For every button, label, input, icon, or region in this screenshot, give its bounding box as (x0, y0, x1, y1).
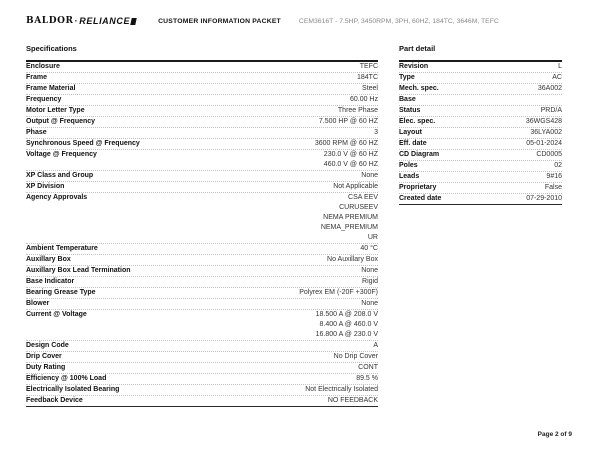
spec-row-value: No Drip Cover (333, 353, 378, 360)
part-row-label: Revision (399, 63, 429, 70)
spec-row (26, 266, 378, 277)
spec-row-values (47, 128, 378, 138)
baldor-reliance-logo (26, 16, 136, 26)
page-header (26, 16, 574, 26)
part-row-values (418, 161, 562, 171)
part-row-label: Status (399, 107, 421, 114)
spec-row-values (65, 363, 378, 373)
spec-row (26, 84, 378, 95)
part-row-values (427, 139, 562, 149)
spec-row (26, 374, 378, 385)
spec-row-label: Auxillary Box (26, 256, 71, 263)
spec-row-value: 18.500 A @ 208.0 V (315, 311, 378, 318)
spec-row (26, 117, 378, 128)
spec-row-value: A (373, 342, 378, 349)
spec-row-label: Design Code (26, 342, 69, 349)
spec-row-values (85, 106, 378, 116)
spec-row (26, 62, 378, 73)
part-row-values (439, 150, 562, 160)
spec-row (26, 150, 378, 171)
spec-row-label: Voltage @ Frequency (26, 151, 97, 158)
spec-row-label: Agency Approvals (26, 194, 88, 201)
spec-row (26, 106, 378, 117)
spec-row (26, 139, 378, 150)
spec-row-value: 184TC (356, 74, 378, 81)
part-row-value: 07-29-2010 (526, 195, 562, 202)
spec-row-value: CURUSEEV (339, 204, 378, 211)
part-row-value: 05-01-2024 (526, 140, 562, 147)
part-row-values (422, 128, 562, 138)
spec-row-values (97, 150, 378, 170)
spec-row (26, 128, 378, 139)
spec-row-value: 230.0 V @ 60 HZ (323, 151, 378, 158)
spec-row-values (69, 341, 378, 351)
spec-row-value: 3600 RPM @ 60 HZ (314, 140, 378, 147)
part-row-values (420, 106, 562, 116)
spec-row-label: Ambient Temperature (26, 245, 98, 252)
spec-row-value: NEMA PREMIUM (323, 214, 378, 221)
spec-row-value: CONT (358, 364, 378, 371)
specifications-section (26, 44, 378, 407)
part-row-value: False (544, 184, 562, 191)
spec-row (26, 299, 378, 310)
spec-row-values (95, 117, 378, 127)
spec-row (26, 244, 378, 255)
part-row-label: CD Diagram (399, 151, 440, 158)
spec-row-values (49, 299, 378, 309)
part-row-label: Proprietary (399, 184, 437, 191)
spec-row-value: Steel (362, 85, 378, 92)
spec-row-value: 40 °C (360, 245, 378, 252)
part-row (399, 161, 562, 172)
spec-row (26, 255, 378, 266)
part-row (399, 73, 562, 84)
spec-row-label: Efficiency @ 100% Load (26, 375, 107, 382)
spec-row-label: Duty Rating (26, 364, 66, 371)
spec-row-value: Not Applicable (333, 183, 378, 190)
product-description: CEM3616T - 7.5HP, 3450RPM, 3PH, 60HZ, 184TC, 3646M, TEFC (298, 17, 499, 25)
spec-row (26, 396, 378, 406)
brand-flag-icon (130, 18, 136, 25)
part-row-value: 02 (554, 162, 562, 169)
part-row-value: 9#16 (546, 173, 562, 180)
spec-row-label: XP Division (26, 183, 65, 190)
part-row-value (416, 95, 562, 105)
spec-row (26, 277, 378, 288)
part-row-value: 36WGS428 (525, 118, 562, 125)
spec-row-values (83, 396, 378, 406)
part-row-values (436, 183, 562, 193)
part-row (399, 117, 562, 128)
part-row-value: CD0005 (536, 151, 562, 158)
part-row (399, 128, 562, 139)
spec-row-label: XP Class and Group (26, 172, 94, 179)
part-row-value: AC (552, 74, 562, 81)
spec-row-label: Base Indicator (26, 278, 75, 285)
spec-row-value: 3 (374, 129, 378, 136)
part-row-label: Poles (399, 162, 418, 169)
part-row-label: Type (399, 74, 415, 81)
part-row (399, 62, 562, 73)
spec-row-label: Phase (26, 129, 47, 136)
spec-row-value: 8.400 A @ 460.0 V (319, 321, 378, 328)
spec-row-value: No Auxillary Box (327, 256, 378, 263)
page-indicator: Page 2 of 9 (537, 431, 572, 438)
part-row (399, 183, 562, 194)
spec-row-values (87, 310, 378, 340)
specifications-table (26, 60, 378, 407)
spec-row (26, 171, 378, 182)
spec-row-label: Auxillary Box Lead Termination (26, 267, 131, 274)
spec-row (26, 73, 378, 84)
spec-row-label: Output @ Frequency (26, 118, 96, 125)
spec-row (26, 352, 378, 363)
spec-row (26, 95, 378, 106)
part-row (399, 172, 562, 183)
spec-row-label: Frame Material (26, 85, 76, 92)
spec-row-value: Polyrex EM (-20F +300F) (299, 289, 378, 296)
spec-row-values (140, 139, 378, 149)
spec-row-value: Not Electrically Isolated (305, 386, 378, 393)
spec-row-value: NEMA_PREMIUM (320, 224, 378, 231)
spec-row-values (98, 244, 378, 254)
part-row (399, 194, 562, 204)
spec-row-values (96, 288, 378, 298)
spec-row-label: Enclosure (26, 63, 60, 70)
document-type-title: CUSTOMER INFORMATION PACKET (158, 17, 281, 25)
spec-row-values (47, 73, 378, 83)
part-row-value: PRD/A (540, 107, 562, 114)
part-row (399, 150, 562, 161)
brand-separator: · (74, 16, 79, 26)
part-row (399, 95, 562, 106)
specifications-title: Specifications (26, 44, 77, 53)
spec-row (26, 182, 378, 193)
part-row-values (419, 172, 562, 182)
spec-row-label: Bearing Grease Type (26, 289, 96, 296)
part-row-value: 36A002 (537, 85, 562, 92)
spec-row-value: UR (367, 234, 378, 241)
part-row (399, 139, 562, 150)
spec-row-value: Three Phase (337, 107, 378, 114)
brand-reliance: RELIANCE (79, 16, 131, 26)
spec-row-label: Feedback Device (26, 397, 83, 404)
spec-row-value: CSA EEV (348, 194, 378, 201)
part-row (399, 84, 562, 95)
part-row-value: 36LYA002 (530, 129, 562, 136)
part-row-values (441, 194, 562, 204)
spec-row-values (64, 182, 378, 192)
spec-row (26, 385, 378, 396)
spec-row-values (74, 277, 378, 287)
spec-row-values (62, 352, 378, 362)
part-row-label: Mech. spec. (399, 85, 439, 92)
part-row-label: Elec. spec. (399, 118, 436, 125)
spec-row-value: 60.00 Hz (349, 96, 378, 103)
part-detail-section (399, 44, 562, 205)
part-row-label: Leads (399, 173, 420, 180)
spec-row-label: Electrically Isolated Bearing (26, 386, 120, 393)
spec-row-value: TEFC (359, 63, 378, 70)
spec-row (26, 310, 378, 341)
part-detail-title: Part detail (399, 44, 436, 53)
part-row-values (439, 84, 562, 94)
spec-row (26, 341, 378, 352)
spec-row-value: 16.800 A @ 230.0 V (315, 331, 378, 338)
spec-row-value: Rigid (362, 278, 378, 285)
spec-row-values (87, 193, 378, 243)
spec-row-label: Motor Letter Type (26, 107, 85, 114)
spec-row-value: None (361, 267, 378, 274)
spec-row-value: 460.0 V @ 60 HZ (323, 161, 378, 168)
spec-row-value: 89.5 % (356, 375, 378, 382)
spec-row-value: NO FEEDBACK (327, 397, 378, 404)
spec-row-values (106, 374, 378, 384)
spec-row (26, 288, 378, 299)
spec-row-values (131, 266, 378, 276)
part-row-label: Created date (399, 195, 442, 202)
part-row (399, 106, 562, 117)
spec-row-values (61, 95, 378, 105)
spec-row-values (75, 84, 378, 94)
part-row-values (435, 117, 562, 127)
part-row-value: L (558, 63, 562, 70)
part-row-values (428, 62, 562, 72)
part-row-label: Base (399, 96, 416, 103)
spec-row-values (119, 385, 378, 395)
part-detail-table (399, 60, 562, 205)
spec-row (26, 363, 378, 374)
spec-row-label: Current @ Voltage (26, 311, 87, 318)
spec-row-values (71, 255, 378, 265)
spec-row-value: None (361, 172, 378, 179)
spec-row-value: None (361, 300, 378, 307)
spec-row (26, 193, 378, 244)
part-row-values (415, 73, 562, 83)
spec-row-label: Frequency (26, 96, 62, 103)
part-row-label: Eff. date (399, 140, 427, 147)
spec-row-value: 7.500 HP @ 60 HZ (318, 118, 378, 125)
brand-baldor: BALDOR (26, 16, 74, 26)
spec-row-label: Frame (26, 74, 48, 81)
spec-row-values (60, 62, 378, 72)
part-row-label: Layout (399, 129, 422, 136)
spec-row-values (93, 171, 378, 181)
spec-row-label: Blower (26, 300, 50, 307)
part-row-values (416, 95, 562, 105)
spec-row-label: Synchronous Speed @ Frequency (26, 140, 140, 147)
spec-row-label: Drip Cover (26, 353, 62, 360)
